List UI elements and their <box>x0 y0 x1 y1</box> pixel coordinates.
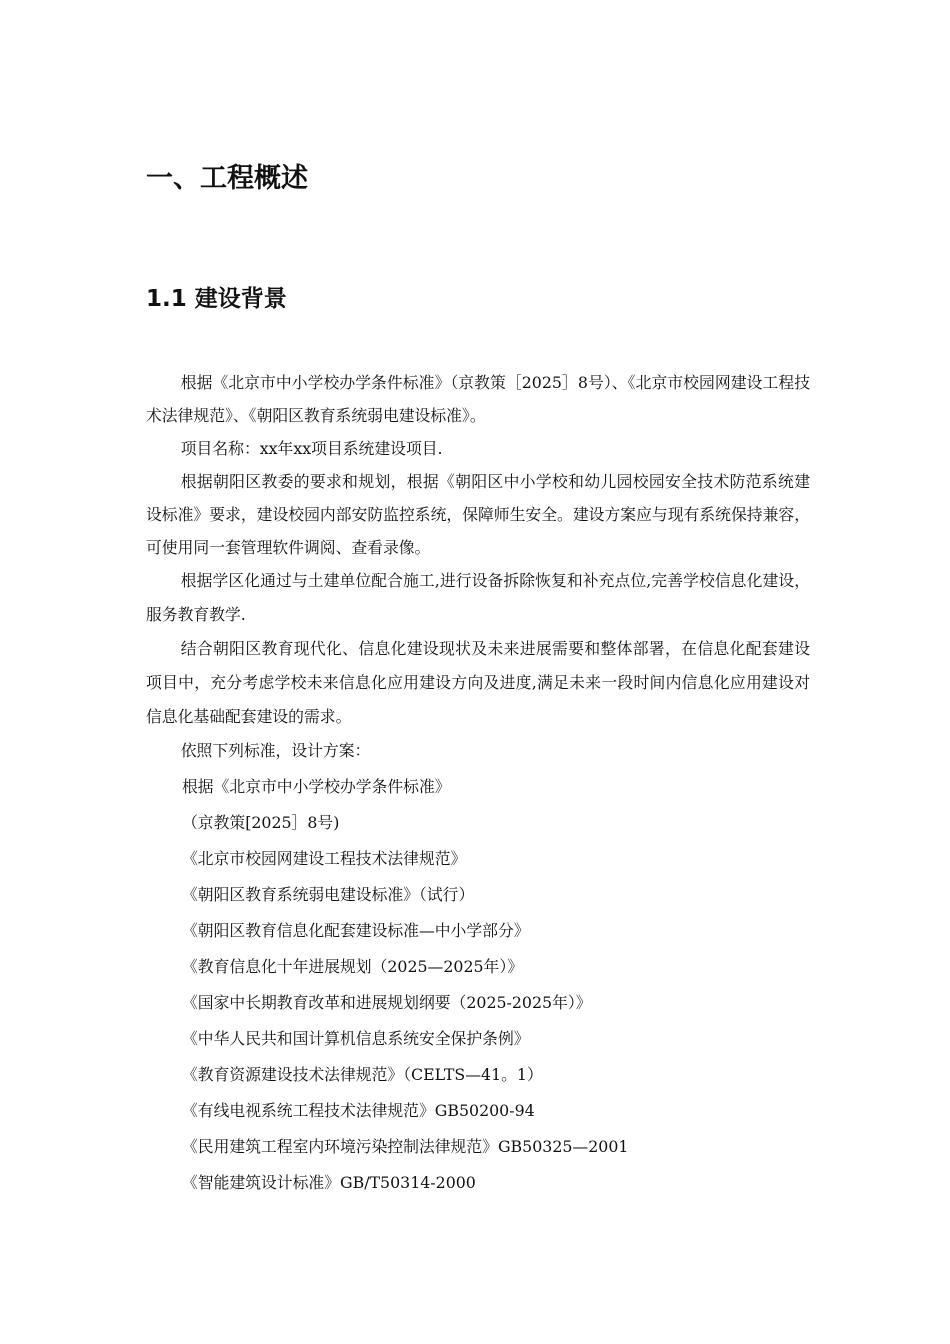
paragraph-design-basis: 依照下列标准，设计方案： <box>180 741 371 760</box>
standards-list-item: 《北京市校园网建设工程技术法律规范》 <box>182 849 467 868</box>
standards-list-item: （京教策[2025］8号) <box>182 813 340 832</box>
paragraph-informatization: 结合朝阳区教育现代化、信息化建设现状及未来进展需要和整体部署，在信息化配套建设项目中，充分考虑学校未来信息化应用建设方向及进度,满足未来一段时间内信息化应用建设对信息化基础配套建设的需求。 <box>146 639 810 726</box>
chapter-heading: 一、工程概述 <box>146 163 308 194</box>
standards-list-item: 根据《北京市中小学校办学条件标准》 <box>182 777 451 796</box>
standards-list-item: 《有线电视系统工程技术法律规范》GB50200-94 <box>182 1101 535 1120</box>
standards-list-item: 《国家中长期教育改革和进展规划纲要（2025-2025年）》 <box>182 993 592 1012</box>
section-heading: 1.1 建设背景 <box>146 286 287 312</box>
standards-list-item: 《教育资源建设技术法律规范》（CELTS—41。1） <box>182 1065 543 1084</box>
section-body <box>146 366 810 1201</box>
paragraph-security-requirements: 根据朝阳区教委的要求和规划，根据《朝阳区中小学校和幼儿园校园安全技术防范系统建设标准》要求，建设校园内部安防监控系统，保障师生安全。建设方案应与现有系统保持兼容，可使用同一套管理软件调阅、查看录像。 <box>146 472 810 557</box>
standards-list <box>146 769 810 1201</box>
paragraph-construction: 根据学区化通过与土建单位配合施工,进行设备拆除恢复和补充点位,完善学校信息化建设，服务教育教学. <box>146 571 810 624</box>
standards-list-item: 《朝阳区教育系统弱电建设标准》（试行） <box>182 885 475 904</box>
paragraph-standards-intro: 根据《北京市中小学校办学条件标准》（京教策［2025］8号）、《北京市校园网建设工程技术法律规范》、《朝阳区教育系统弱电建设标准》。 <box>146 373 810 425</box>
standards-list-item: 《民用建筑工程室内环境污染控制法律规范》GB50325—2001 <box>182 1137 629 1156</box>
standards-list-item: 《朝阳区教育信息化配套建设标准—中小学部分》 <box>182 921 530 940</box>
paragraph-project-name: 项目名称：xx年xx项目系统建设项目. <box>180 439 443 458</box>
standards-list-item: 《教育信息化十年进展规划（2025—2025年）》 <box>182 957 524 976</box>
standards-list-item: 《中华人民共和国计算机信息系统安全保护条例》 <box>182 1029 530 1048</box>
standards-list-item: 《智能建筑设计标准》GB/T50314-2000 <box>182 1173 476 1192</box>
